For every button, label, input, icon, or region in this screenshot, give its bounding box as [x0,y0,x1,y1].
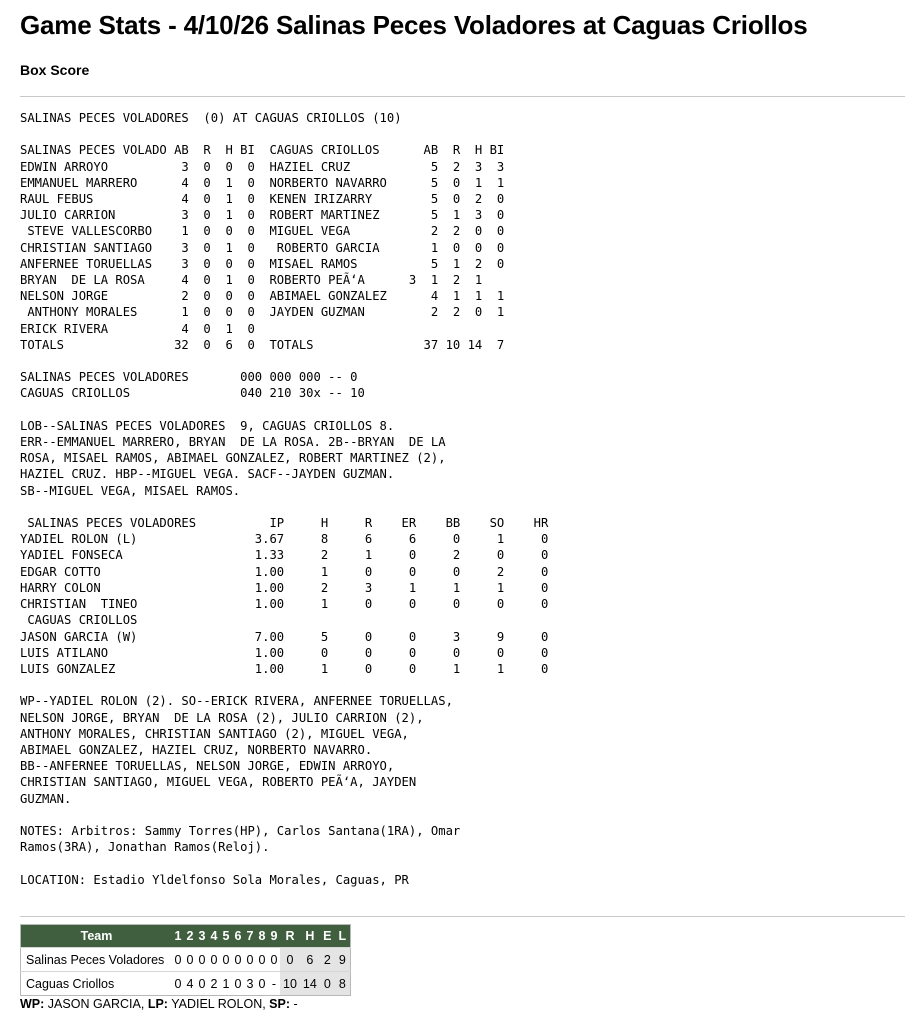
linescore-inning-score: 0 [232,972,244,996]
linescore-inning-score: 0 [184,948,196,972]
linescore-row-home [21,972,351,996]
linescore-header-inning: 6 [232,925,244,948]
linescore-header-runs: R [280,925,300,948]
pitching-decisions: WP: JASON GARCIA, LP: YADIEL ROLON, SP: - [20,997,298,1011]
lp-label: LP: [147,997,168,1011]
sp-label: SP: [269,997,291,1011]
wp-label: WP: [20,997,45,1011]
linescore-team-name: Caguas Criollos [21,972,173,996]
bottom-divider [20,916,905,917]
linescore-inning-score: 0 [196,972,208,996]
page-title: Game Stats - 4/10/26 Salinas Peces Voladores at Caguas Criollos [20,10,808,40]
linescore-header-hits: H [300,925,320,948]
linescore-header-inning: 4 [208,925,220,948]
linescore-total-runs: 0 [280,948,300,972]
linescore-inning-score: 1 [220,972,232,996]
linescore-inning-score: - [268,972,280,996]
box-score-text: SALINAS PECES VOLADORES (0) AT CAGUAS CRIOLLOS (10) SALINAS PECES VOLADO AB R H BI CAGUAS CRIOLLOS AB R H BI EDWIN ARROYO 3 0 0 0 HAZIEL CRUZ 5 2 3 3 EMMANUEL MARRERO 4 0 1 0 NORBERTO NAVARRO 5 0 1 1 RAUL FEBUS 4 0 1 0 KENEN IRIZARRY 5 0 2 0 JULIO CARRION 3 0 1 0 ROBERT MARTINEZ 5 1 3 0 STEVE VALLESCORBO 1 0 0 0 MIGUEL VEGA 2 2 0 0 CHRISTIAN SANTIAGO 3 0 1 0 ROBERTO GARCIA 1 0 0 0 ANFERNEE TORUELLAS 3 0 0 0 MISAEL RAMOS 5 1 2 0 BRYAN DE LA ROSA 4 0 1 0 ROBERTO PEÃ‘A 3 1 2 1 NELSON JORGE 2 0 0 0 ABIMAEL GONZALEZ 4 1 1 1 ANTHONY MORALES 1 0 0 0 JAYDEN GUZMAN 2 2 0 1 ERICK RIVERA 4 0 1 0 TOTALS 32 0 6 0 TOTALS 37 10 14 7 SALINAS PECES VOLADORES 000 000 000 -- 0 CAGUAS CRIOLLOS 040 210 30x -- 10 LOB--SALINAS PECES VOLADORES 9, CAGUAS CRIOLLOS 8. ERR--EMMANUEL MARRERO, BRYAN DE LA ROSA. 2B--BRYAN DE LA ROSA, MISAEL RAMOS, ABIMAEL GONZALEZ, ROBERT MARTINEZ (2), HAZIEL CRUZ. HBP--MIGUEL VEGA. SACF--JAYDEN GUZMAN. SB--MIGUEL VEGA, MISAEL RAMOS. SALINAS PECES VOLADORES IP H R ER BB SO HR YADIEL ROLON (L) 3.67 8 6 6 0 1 0 YADIEL FONSECA 1.33 2 1 0 2 0 0 EDGAR COTTO 1.00 1 0 0 0 2 0 HARRY COLON 1.00 2 3 1 1 1 0 CHRISTIAN TINEO 1.00 1 0 0 0 0 0 CAGUAS CRIOLLOS JASON GARCIA (W) 7.00 5 0 0 3 9 0 LUIS ATILANO 1.00 0 0 0 0 0 0 LUIS GONZALEZ 1.00 1 0 0 1 1 0 WP--YADIEL ROLON (2). SO--ERICK RIVERA, ANFERNEE TORUELLAS, NELSON JORGE, BRYAN DE LA ROSA (2), JULIO CARRION (2), ANTHONY MORALES, CHRISTIAN SANTIAGO (2), MIGUEL VEGA, ABIMAEL GONZALEZ, HAZIEL CRUZ, NORBERTO NAVARRO. BB--ANFERNEE TORUELLAS, NELSON JORGE, EDWIN ARROYO, CHRISTIAN SANTIAGO, MIGUEL VEGA, ROBERTO PEÃ‘A, JAYDEN GUZMAN. NOTES: Arbitros: Sammy Torres(HP), Carlos Santana(1RA), Omar Ramos(3RA), Jonathan Ramos(Reloj). LOCATION: Estadio Yldelfonso Sola Morales, Caguas, PR [20,111,549,887]
linescore-header-errors: E [320,925,335,948]
linescore-header-inning: 1 [172,925,184,948]
winning-pitcher: JASON GARCIA [47,997,141,1011]
linescore-inning-score: 0 [232,948,244,972]
linescore-team-name: Salinas Peces Voladores [21,948,173,972]
linescore-total-errors: 0 [320,972,335,996]
linescore-inning-score: 3 [244,972,256,996]
linescore-inning-score: 0 [244,948,256,972]
linescore-header-inning: 2 [184,925,196,948]
linescore-total-errors: 2 [320,948,335,972]
linescore-inning-score: 0 [256,972,268,996]
linescore-row-away [21,948,351,972]
linescore-total-runs: 10 [280,972,300,996]
top-divider [20,96,905,97]
linescore-total-lob: 8 [335,972,351,996]
section-title-box-score: Box Score [20,62,90,78]
linescore-inning-score: 0 [196,948,208,972]
linescore-inning-score: 0 [220,948,232,972]
save-pitcher: - [293,997,298,1011]
linescore-header-inning: 8 [256,925,268,948]
linescore-inning-score: 4 [184,972,196,996]
linescore-header-inning: 5 [220,925,232,948]
linescore-header-inning: 9 [268,925,280,948]
linescore-inning-score: 0 [256,948,268,972]
linescore-inning-score: 0 [208,948,220,972]
linescore-header-inning: 3 [196,925,208,948]
linescore-inning-score: 0 [268,948,280,972]
linescore-header-row [21,925,351,948]
linescore-total-lob: 9 [335,948,351,972]
linescore-header-inning: 7 [244,925,256,948]
losing-pitcher: YADIEL ROLON [171,997,263,1011]
linescore-table [20,924,351,996]
linescore-inning-score: 0 [172,948,184,972]
linescore-header-lob: L [335,925,351,948]
linescore-inning-score: 2 [208,972,220,996]
linescore-total-hits: 6 [300,948,320,972]
linescore-inning-score: 0 [172,972,184,996]
linescore-total-hits: 14 [300,972,320,996]
linescore-header-team: Team [21,925,173,948]
